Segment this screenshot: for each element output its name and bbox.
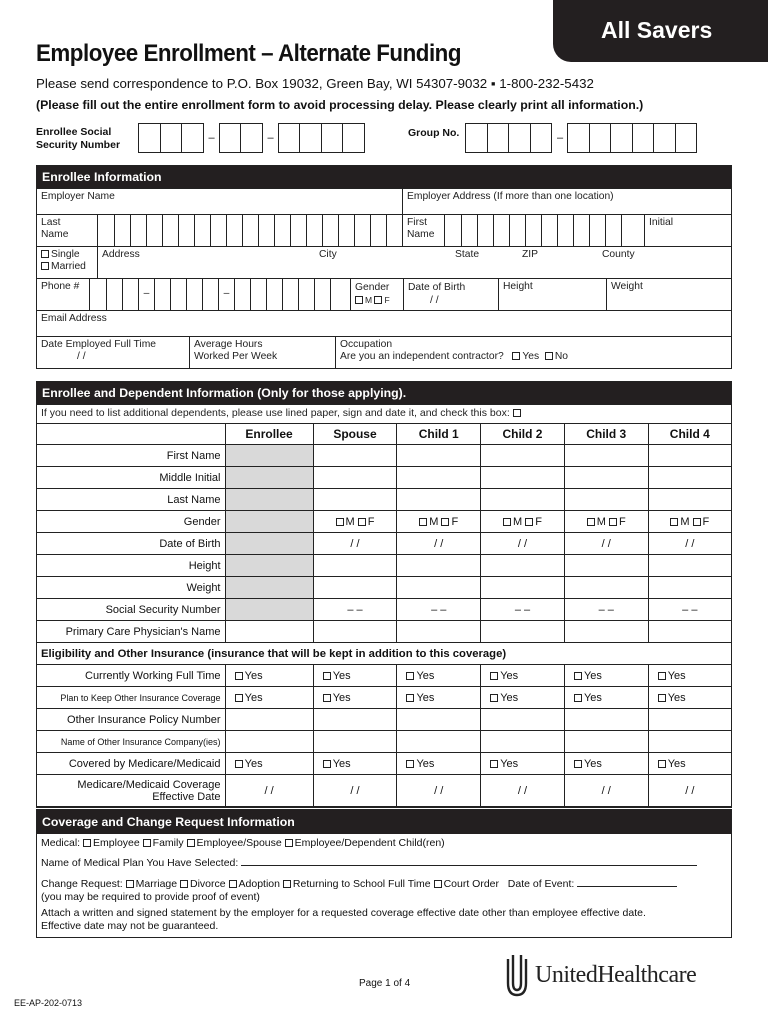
- contractor-no-checkbox[interactable]: [545, 352, 553, 360]
- table-cell[interactable]: Yes: [313, 687, 397, 709]
- table-cell[interactable]: – –: [648, 599, 731, 621]
- email-field[interactable]: Email Address: [41, 313, 107, 324]
- row-label: Plan to Keep Other Insurance Coverage: [37, 687, 225, 709]
- row-label: Date of Birth: [37, 533, 225, 555]
- table-cell[interactable]: Yes: [225, 753, 313, 775]
- table-row: [37, 599, 731, 621]
- additional-dependents-checkbox[interactable]: [513, 409, 521, 417]
- table-cell[interactable]: [225, 489, 313, 511]
- table-row: [37, 753, 731, 775]
- table-cell[interactable]: – –: [397, 599, 481, 621]
- table-cell[interactable]: [481, 467, 565, 489]
- table-cell[interactable]: [481, 709, 565, 731]
- address-field[interactable]: Address: [97, 247, 315, 278]
- dependent-info-header: Enrollee and Dependent Information (Only for those applying).: [37, 382, 731, 404]
- change-opts-checkbox[interactable]: Divorce: [180, 878, 229, 890]
- row-label: Currently Working Full Time: [37, 665, 225, 687]
- table-cell[interactable]: M F: [397, 511, 481, 533]
- contractor-yes-checkbox[interactable]: [512, 352, 520, 360]
- table-cell[interactable]: Yes: [564, 753, 648, 775]
- table-cell[interactable]: [648, 577, 731, 599]
- table-cell[interactable]: – –: [481, 599, 565, 621]
- dob-field[interactable]: Date of Birth / /: [403, 279, 498, 310]
- gender-field: Gender M F: [350, 279, 403, 310]
- table-cell[interactable]: [481, 577, 565, 599]
- table-cell[interactable]: [225, 533, 313, 555]
- table-cell[interactable]: [648, 445, 731, 467]
- table-cell[interactable]: [313, 621, 397, 643]
- table-cell[interactable]: Yes: [397, 753, 481, 775]
- change-opts-checkbox[interactable]: Court Order: [434, 878, 502, 890]
- col-spouse: Spouse: [313, 424, 397, 445]
- col-child-4: Child 4: [648, 424, 731, 445]
- zip-field[interactable]: ZIP: [522, 249, 539, 260]
- table-row: [37, 709, 731, 731]
- table-cell[interactable]: [397, 709, 481, 731]
- row-label: Name of Other Insurance Company(ies): [37, 731, 225, 753]
- table-cell[interactable]: [225, 445, 313, 467]
- additional-dependents-note: If you need to list additional dependents, please use lined paper, sign and date it, and check this box:: [37, 405, 731, 423]
- table-cell[interactable]: [481, 555, 565, 577]
- table-cell[interactable]: Yes: [397, 687, 481, 709]
- medical-opts-checkbox[interactable]: Employee/Spouse: [187, 837, 285, 849]
- row-label: Height: [37, 555, 225, 577]
- medical-opts-checkbox[interactable]: Family: [143, 837, 187, 849]
- table-cell[interactable]: [225, 467, 313, 489]
- phone-field[interactable]: – –: [89, 279, 350, 310]
- last-name-field[interactable]: [97, 215, 402, 246]
- gender-f-checkbox[interactable]: [374, 296, 382, 304]
- table-cell[interactable]: Yes: [225, 665, 313, 687]
- table-cell[interactable]: Yes: [225, 687, 313, 709]
- table-cell[interactable]: [564, 489, 648, 511]
- medical-opts-checkbox[interactable]: Employee: [83, 837, 143, 849]
- table-cell[interactable]: [313, 709, 397, 731]
- table-cell[interactable]: Yes: [481, 753, 565, 775]
- table-cell[interactable]: Yes: [397, 665, 481, 687]
- table-cell[interactable]: / /: [397, 533, 481, 555]
- row-label: First Name: [37, 445, 225, 467]
- medical-plan-field[interactable]: Name of Medical Plan You Have Selected:: [41, 857, 727, 878]
- table-cell[interactable]: [648, 621, 731, 643]
- coverage-header: Coverage and Change Request Information: [37, 810, 731, 834]
- table-cell[interactable]: Yes: [481, 687, 565, 709]
- change-opts-checkbox[interactable]: Marriage: [126, 878, 180, 890]
- table-cell[interactable]: [313, 555, 397, 577]
- city-field[interactable]: City: [319, 249, 337, 260]
- table-cell[interactable]: [225, 731, 313, 753]
- occupation-field[interactable]: Occupation Are you an independent contractor? Yes No: [335, 337, 731, 368]
- dependent-table: [37, 423, 731, 807]
- correspondence-line: Please send correspondence to P.O. Box 19032, Green Bay, WI 54307-9032 ▪ 1-800-232-5432: [36, 76, 594, 91]
- table-row: [37, 731, 731, 753]
- table-cell[interactable]: [648, 709, 731, 731]
- table-cell[interactable]: [564, 709, 648, 731]
- table-cell[interactable]: [313, 577, 397, 599]
- table-cell[interactable]: [397, 489, 481, 511]
- county-field[interactable]: County: [602, 249, 635, 260]
- table-cell[interactable]: [225, 555, 313, 577]
- form-code: EE-AP-202-0713: [14, 998, 83, 1008]
- change-opts-checkbox[interactable]: Adoption: [229, 878, 283, 890]
- table-row: [37, 577, 731, 599]
- single-checkbox[interactable]: Single: [41, 249, 93, 261]
- table-cell[interactable]: / /: [648, 533, 731, 555]
- table-cell[interactable]: [481, 445, 565, 467]
- table-cell[interactable]: [648, 555, 731, 577]
- table-cell[interactable]: / /: [313, 533, 397, 555]
- table-row: [37, 555, 731, 577]
- enrollee-info-header: Enrollee Information: [37, 166, 731, 188]
- table-cell[interactable]: [397, 731, 481, 753]
- table-cell[interactable]: Yes: [313, 665, 397, 687]
- table-cell[interactable]: M F: [481, 511, 565, 533]
- attach-note-1: Attach a written and signed statement by the employer for a requested coverage effective date other than employee effective date.: [41, 907, 646, 919]
- row-label: Gender: [37, 511, 225, 533]
- table-cell[interactable]: [225, 511, 313, 533]
- row-label: Other Insurance Policy Number: [37, 709, 225, 731]
- table-cell[interactable]: [397, 577, 481, 599]
- medical-opts-checkbox[interactable]: Employee/Dependent Child(ren): [285, 837, 445, 849]
- uhc-u-icon: [505, 953, 529, 997]
- table-cell[interactable]: [397, 555, 481, 577]
- marital-status: [37, 247, 97, 278]
- table-cell[interactable]: [481, 489, 565, 511]
- table-cell[interactable]: M F: [313, 511, 397, 533]
- ssn-input[interactable]: – –: [139, 123, 365, 153]
- married-checkbox[interactable]: Married: [41, 261, 93, 273]
- change-opts-checkbox[interactable]: Returning to School Full Time: [283, 878, 434, 890]
- table-cell[interactable]: [481, 731, 565, 753]
- change-request: Change Request: Marriage Divorce Adoption Returning to School Full Time Court Order Date of Event:: [41, 878, 727, 891]
- col-enrollee: Enrollee: [225, 424, 313, 445]
- table-row: [37, 511, 731, 533]
- date-employed-field[interactable]: Date Employed Full Time / /: [41, 339, 157, 362]
- row-label: Primary Care Physician's Name: [37, 621, 225, 643]
- table-cell[interactable]: / /: [564, 775, 648, 807]
- table-cell[interactable]: [564, 467, 648, 489]
- ssn-label: Enrollee Social Security Number: [36, 126, 121, 151]
- table-cell[interactable]: [397, 621, 481, 643]
- avg-hours-field[interactable]: Average Hours Worked Per Week: [189, 337, 335, 368]
- dependent-information-section: [36, 381, 732, 808]
- table-cell[interactable]: [397, 445, 481, 467]
- table-cell[interactable]: Yes: [564, 687, 648, 709]
- table-cell[interactable]: Yes: [648, 753, 731, 775]
- gender-m-checkbox[interactable]: [355, 296, 363, 304]
- col-child-2: Child 2: [481, 424, 565, 445]
- page-title: Employee Enrollment – Alternate Funding: [36, 40, 462, 67]
- table-cell[interactable]: [313, 489, 397, 511]
- employer-name-field[interactable]: Employer Name: [41, 191, 115, 202]
- uhc-logo: UnitedHealthcare: [505, 953, 696, 997]
- weight-field[interactable]: Weight: [606, 279, 731, 310]
- first-name-field[interactable]: [444, 215, 644, 246]
- table-cell[interactable]: – –: [564, 599, 648, 621]
- table-row: [37, 445, 731, 467]
- row-label: Medicare/Medicaid Coverage Effective Date: [37, 775, 225, 807]
- col-child-1: Child 1: [397, 424, 481, 445]
- row-label: Social Security Number: [37, 599, 225, 621]
- table-row: [37, 467, 731, 489]
- table-row: [37, 775, 731, 807]
- table-cell[interactable]: Yes: [564, 665, 648, 687]
- phone-label: Phone #: [41, 281, 80, 292]
- table-cell[interactable]: [564, 731, 648, 753]
- table-cell[interactable]: / /: [564, 533, 648, 555]
- table-cell[interactable]: [225, 709, 313, 731]
- table-cell[interactable]: [313, 731, 397, 753]
- table-row: [37, 533, 731, 555]
- table-cell[interactable]: [225, 577, 313, 599]
- table-cell[interactable]: / /: [481, 775, 565, 807]
- table-cell[interactable]: [564, 621, 648, 643]
- brand-name: All Savers: [601, 17, 713, 43]
- table-cell[interactable]: [564, 577, 648, 599]
- proof-note: (you may be required to provide proof of event): [41, 891, 260, 903]
- attach-note-2: Effective date may not be guaranteed.: [41, 920, 219, 932]
- initial-field[interactable]: Initial: [644, 215, 731, 246]
- table-row: [37, 489, 731, 511]
- row-label: Weight: [37, 577, 225, 599]
- table-cell[interactable]: [225, 621, 313, 643]
- row-label: Covered by Medicare/Medicaid: [37, 753, 225, 775]
- table-cell[interactable]: M F: [648, 511, 731, 533]
- table-cell[interactable]: [313, 467, 397, 489]
- last-name-label: Last Name: [41, 217, 69, 240]
- table-cell[interactable]: [648, 731, 731, 753]
- eligibility-header: Eligibility and Other Insurance (insurance that will be kept in addition to this coverage): [37, 643, 731, 665]
- row-label: Middle Initial: [37, 467, 225, 489]
- medical-options: Medical: Employee Family Employee/Spouse Employee/Dependent Child(ren): [41, 837, 445, 849]
- table-cell[interactable]: / /: [313, 775, 397, 807]
- table-row: [37, 665, 731, 687]
- table-cell[interactable]: Yes: [481, 665, 565, 687]
- table-cell[interactable]: [648, 489, 731, 511]
- page-number: Page 1 of 4: [359, 978, 411, 989]
- table-cell[interactable]: / /: [397, 775, 481, 807]
- table-cell[interactable]: / /: [648, 775, 731, 807]
- table-cell[interactable]: [481, 621, 565, 643]
- table-cell[interactable]: Yes: [648, 665, 731, 687]
- group-no-label: Group No.: [408, 127, 460, 139]
- table-cell[interactable]: M F: [564, 511, 648, 533]
- table-cell[interactable]: [397, 467, 481, 489]
- first-name-label: First Name: [402, 215, 444, 246]
- table-cell[interactable]: [313, 445, 397, 467]
- date-of-event-field[interactable]: [577, 886, 677, 887]
- employer-address-field[interactable]: Employer Address (If more than one location): [402, 189, 731, 214]
- brand-tab: [553, 0, 768, 62]
- table-cell[interactable]: / /: [225, 775, 313, 807]
- table-cell[interactable]: [564, 555, 648, 577]
- instruction-line: (Please fill out the entire enrollment form to avoid processing delay. Please clearly print all information.): [36, 98, 644, 112]
- table-cell[interactable]: Yes: [648, 687, 731, 709]
- enrollee-information-section: [36, 165, 732, 369]
- coverage-section: [36, 809, 732, 938]
- table-cell[interactable]: / /: [481, 533, 565, 555]
- height-field[interactable]: Height: [498, 279, 606, 310]
- table-cell[interactable]: – –: [313, 599, 397, 621]
- state-field[interactable]: State: [455, 249, 480, 260]
- table-cell[interactable]: Yes: [313, 753, 397, 775]
- row-label: Last Name: [37, 489, 225, 511]
- table-cell[interactable]: [648, 467, 731, 489]
- table-row: [37, 687, 731, 709]
- table-row: [37, 621, 731, 643]
- table-cell[interactable]: [225, 599, 313, 621]
- group-no-input[interactable]: –: [466, 123, 697, 153]
- table-cell[interactable]: [564, 445, 648, 467]
- col-child-3: Child 3: [564, 424, 648, 445]
